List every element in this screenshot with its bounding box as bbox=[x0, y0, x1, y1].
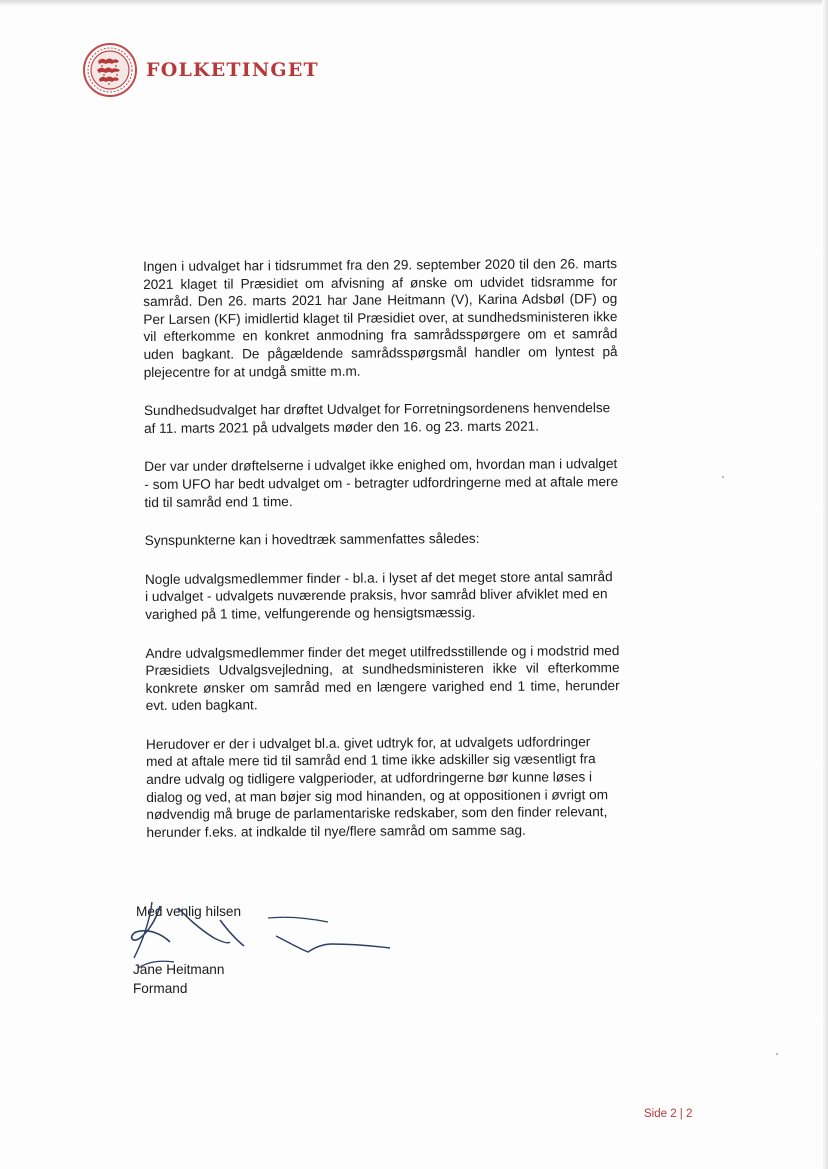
scan-edge-top bbox=[0, 0, 828, 6]
folketinget-logo bbox=[82, 42, 319, 98]
paragraph-view-some: Nogle udvalgsmedlemmer finder - bl.a. i lyset af det meget store antal samråd i udvalget - udvalgets nuværende praksis, hvor samråd bliver afviklet med en varighed på 1 time, velfungerende og hensigtsmæssig. bbox=[144, 568, 613, 622]
paragraph-summary-intro: Synspunkterne kan i hovedtræk sammenfattes således: bbox=[144, 531, 480, 549]
signatory-title: Formand bbox=[133, 981, 188, 996]
closing-greeting: Med venlig hilsen bbox=[136, 904, 242, 919]
scan-speck bbox=[722, 476, 724, 478]
paragraph-disagreement: Der var under drøftelserne i udvalget ikke enighed om, hvordan man i udvalget - som UFO har bedt udvalget om - betragter udfordringerne med at aftale mere tid til samråd end 1 time. bbox=[144, 456, 619, 510]
page-number: Side 2 | 2 bbox=[644, 1108, 693, 1120]
paragraph-view-others: Andre udvalgsmedlemmer finder det meget utilfredsstillende og i modstrid med Præsidiets Udvalgsvejledning, at sundhedsministeren ikke vil efterkomme konkrete ønsker om samråd med en længere varighed end 1 time, herunder evt. uden bagkant. bbox=[145, 642, 620, 714]
letter-body bbox=[143, 255, 621, 862]
scan-speck bbox=[776, 1053, 778, 1055]
signatory-name: Jane Heitmann bbox=[133, 962, 225, 977]
paragraph-complaints: Ingen i udvalget har i tidsrummet fra den 29. september 2020 til den 26. marts 2021 klaget til Præsidiet om afvisning af ønske om udvidet tidsramme for samråd. Den 26. marts 2021 har Jane Heitmann (V), Karina Adsbøl (DF) og Per Larsen (KF) imidlertid klaget til Præsidiet over, at sundhedsministeren ikke vil efterkomme en konkret anmodning fra samrådsspørgere om et samråd uden bagkant. De pågældende samrådsspørgsmål handler om lyntest på plejecentre for at undgå smitte m.m. bbox=[143, 256, 618, 380]
signatory-block bbox=[133, 960, 224, 998]
paragraph-further-views: Herudover er der i udvalget bl.a. givet udtryk for, at udvalgets udfordringer med at aftale mere tid til samråd end 1 time ikke adskiller sig væsentligt fra andre udvalg og tidligere valgperioder, at udfordringerne bør kunne løses i dialog og ved, at man bøjer sig mod hinanden, og at oppositionen i øvrigt om nødvendig må bruge de parlamentariske redskaber, som den finder relevant, herunder f.eks. at indkalde til nye/flere samråd om samme sag. bbox=[145, 734, 609, 840]
paragraph-discussion: Sundhedsudvalget har drøftet Udvalget for Forretningsordenens henvendelse af 11. marts 2021 på udvalgets møder den 16. og 23. marts 2021. bbox=[143, 400, 611, 436]
logo-wordmark: FOLKETINGET bbox=[146, 59, 319, 81]
scan-edge-right bbox=[822, 0, 828, 1169]
coat-of-arms-seal-icon bbox=[82, 42, 138, 98]
